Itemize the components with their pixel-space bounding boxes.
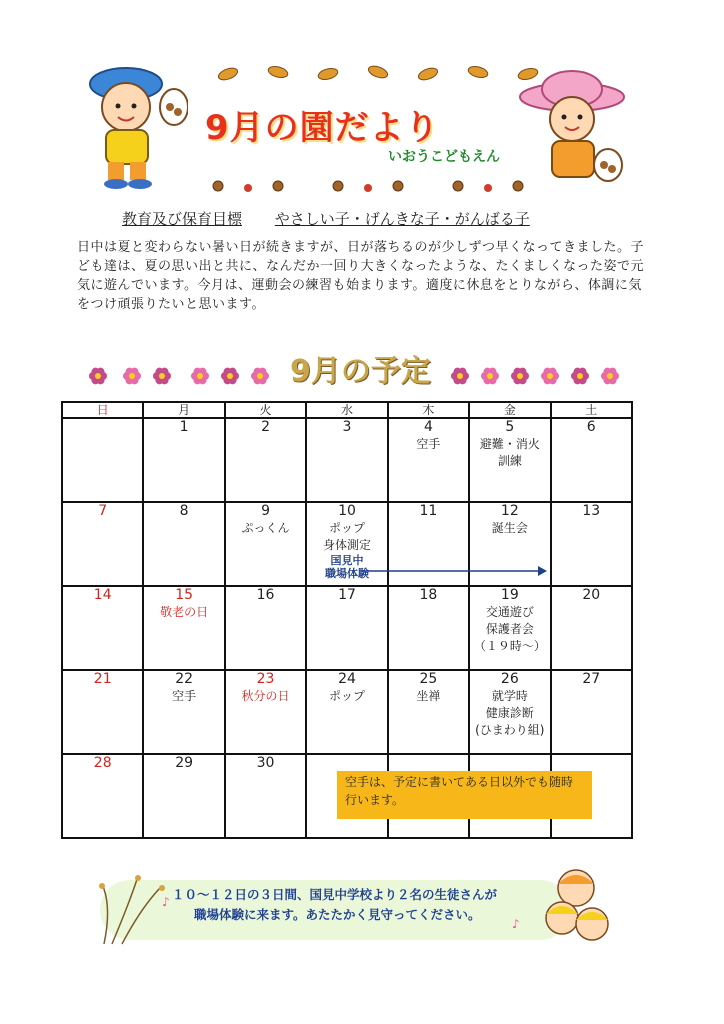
day-number: 15 bbox=[175, 587, 194, 603]
calendar-cell bbox=[388, 670, 469, 754]
holiday-label: 秋分の日 bbox=[241, 689, 290, 703]
calendar-cell bbox=[62, 670, 143, 754]
day-number: 22 bbox=[175, 671, 194, 687]
day-number: 27 bbox=[582, 671, 601, 687]
day-number: 13 bbox=[582, 503, 601, 519]
special-event-label: 職場体験 bbox=[324, 567, 369, 580]
day-number: 23 bbox=[256, 671, 275, 687]
event-label: 健康診断 bbox=[485, 706, 534, 720]
day-number: 21 bbox=[93, 671, 112, 687]
day-number: 11 bbox=[419, 503, 438, 519]
schedule-title: 9月の予定 bbox=[290, 354, 431, 389]
day-number: 9 bbox=[261, 503, 271, 519]
day-number: 1 bbox=[179, 419, 189, 435]
calendar-cell bbox=[62, 586, 143, 670]
goal-label: 教育及び保育目標 bbox=[122, 210, 243, 228]
event-label: 空手 bbox=[172, 689, 197, 703]
arrow-right-icon bbox=[362, 565, 547, 577]
footer-line-1: １０～１２日の３日間、国見中学校より２名の生徒さんが bbox=[172, 887, 498, 902]
day-number: 4 bbox=[423, 419, 433, 435]
event-label: 坐禅 bbox=[416, 689, 441, 703]
calendar-cell bbox=[306, 586, 387, 670]
calendar-cell bbox=[551, 502, 632, 586]
calendar-cell bbox=[306, 418, 387, 502]
day-number: 17 bbox=[338, 587, 356, 603]
calendar-cell bbox=[469, 418, 550, 502]
calendar-cell bbox=[469, 670, 550, 754]
day-number: 7 bbox=[98, 503, 108, 519]
calendar-cell bbox=[551, 418, 632, 502]
day-number: 26 bbox=[500, 671, 519, 687]
day-number: 19 bbox=[500, 587, 519, 603]
calendar-cell bbox=[143, 586, 224, 670]
day-number: 18 bbox=[419, 587, 438, 603]
calendar-cell bbox=[551, 670, 632, 754]
event-label: 避難・消火 bbox=[479, 437, 540, 451]
event-label: 空手 bbox=[416, 437, 441, 451]
day-number: 28 bbox=[93, 755, 112, 771]
special-event-label: 国見中 bbox=[330, 554, 364, 567]
weekday-thursday: 木 bbox=[388, 402, 469, 418]
event-label: 保護者会 bbox=[485, 622, 534, 636]
day-number: 30 bbox=[256, 755, 275, 771]
event-label: (ひまわり組) bbox=[475, 723, 545, 737]
weekday-tuesday: 火 bbox=[225, 402, 306, 418]
weekday-header-row bbox=[62, 402, 632, 418]
weekday-wednesday: 水 bbox=[306, 402, 387, 418]
day-number: 29 bbox=[175, 755, 194, 771]
day-number: 8 bbox=[179, 503, 189, 519]
weekday-sunday: 日 bbox=[62, 402, 143, 418]
calendar-cell bbox=[225, 418, 306, 502]
holiday-label: 敬老の日 bbox=[160, 605, 209, 619]
calendar-cell bbox=[225, 586, 306, 670]
calendar-cell bbox=[62, 418, 143, 502]
education-goal bbox=[122, 208, 530, 229]
weekday-friday: 金 bbox=[469, 402, 550, 418]
day-number: 12 bbox=[500, 503, 519, 519]
day-number: 5 bbox=[505, 419, 515, 435]
calendar-cell bbox=[143, 754, 224, 838]
newsletter-title: 9月の園だより bbox=[205, 108, 440, 148]
day-number: 10 bbox=[338, 503, 356, 519]
calendar-cell bbox=[225, 754, 306, 838]
footer-message bbox=[172, 885, 532, 925]
svg-text:♪: ♪ bbox=[162, 895, 170, 909]
day-number: 6 bbox=[586, 419, 596, 435]
event-label: （１９時～） bbox=[473, 639, 546, 653]
calendar-week bbox=[62, 418, 632, 502]
intro-paragraph: 日中は夏と変わらない暑い日が続きますが、日が落ちるのが少しずつ早くなってきました。子ども達は、夏の思い出と共に、なんだか一回り大きくなったような、たくましくなった姿で元気に遊んでいます。今月は、運動会の練習も始まります。適度に休息をとりながら、体調に気をつけ頑張りたいと思います。 bbox=[77, 240, 645, 312]
weekday-saturday: 土 bbox=[551, 402, 632, 418]
calendar-cell bbox=[388, 418, 469, 502]
event-label: ぷっくん bbox=[241, 521, 290, 535]
event-label: 就学時 bbox=[491, 689, 528, 703]
day-number: 16 bbox=[256, 587, 275, 603]
calendar-week bbox=[62, 586, 632, 670]
calendar-cell bbox=[306, 670, 387, 754]
calendar-cell bbox=[388, 586, 469, 670]
calendar-cell bbox=[469, 586, 550, 670]
svg-text:♪: ♪ bbox=[512, 917, 520, 931]
day-number: 24 bbox=[338, 671, 356, 687]
day-number: 20 bbox=[582, 587, 601, 603]
calendar-cell bbox=[143, 670, 224, 754]
event-label: ポップ bbox=[328, 689, 365, 703]
goal-value: やさしい子・げんきな子・がんばる子 bbox=[274, 210, 530, 228]
footer-line-2: 職場体験に来ます。あたたかく見守ってください。 bbox=[194, 907, 481, 922]
school-name: いおうこどもえん bbox=[388, 149, 500, 165]
girl-illustration-icon bbox=[510, 67, 630, 197]
calendar-cell bbox=[551, 586, 632, 670]
event-label: 誕生会 bbox=[491, 521, 528, 535]
day-number: 14 bbox=[93, 587, 112, 603]
calendar-cell bbox=[62, 754, 143, 838]
calendar-cell bbox=[225, 670, 306, 754]
day-number: 2 bbox=[261, 419, 271, 435]
day-number: 3 bbox=[342, 419, 352, 435]
event-label: ポップ bbox=[328, 521, 365, 535]
calendar-cell bbox=[225, 502, 306, 586]
karate-notice: 空手は、予定に書いてある日以外でも随時行います。 bbox=[337, 771, 592, 819]
boy-illustration-icon bbox=[78, 62, 188, 192]
weekday-monday: 月 bbox=[143, 402, 224, 418]
calendar-cell bbox=[143, 418, 224, 502]
calendar-cell bbox=[62, 502, 143, 586]
day-number: 25 bbox=[419, 671, 438, 687]
calendar-cell bbox=[143, 502, 224, 586]
event-label: 交通遊び bbox=[485, 605, 534, 619]
calendar-week bbox=[62, 670, 632, 754]
event-label: 身体測定 bbox=[322, 538, 371, 552]
event-label: 訓練 bbox=[497, 454, 522, 468]
